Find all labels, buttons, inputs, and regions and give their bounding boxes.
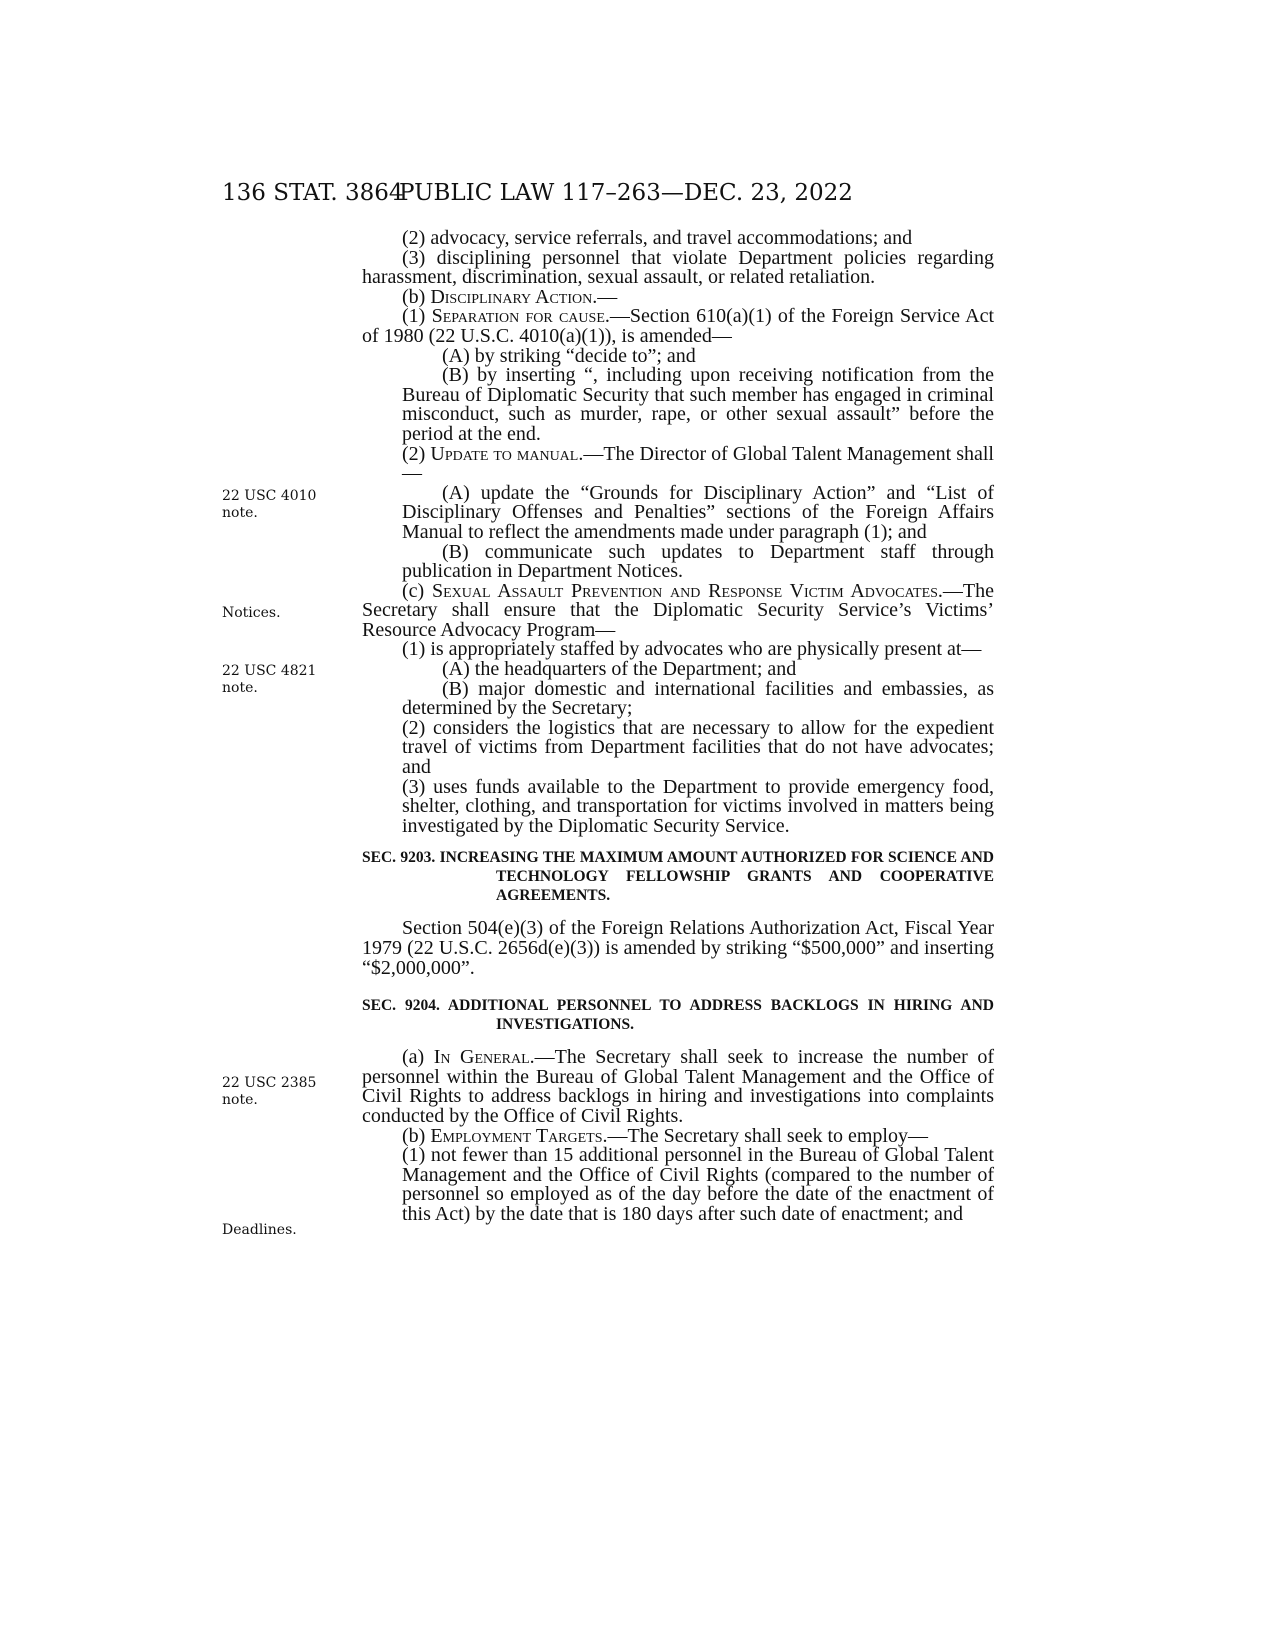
paragraph: (3) disciplining personnel that violate Department policies regarding harassment, discrimination, sexual assault, or related retaliation. [362,246,994,289]
section-heading-9204: SEC. 9204. ADDITIONAL PERSONNEL TO ADDRESS BACKLOGS IN HIRING AND INVESTIGATIONS. [362,997,994,1034]
public-law-title: PUBLIC LAW 117–263—DEC. 23, 2022 [399,180,853,206]
paragraph: (B) major domestic and international facilities and embassies, as determined by the Secretary; [402,677,994,720]
body-text [362,229,994,1225]
page-header [222,180,994,220]
paragraph: (B) by inserting “, including upon receiving notification from the Bureau of Diplomatic Security that such member has engaged in criminal misconduct, such as murder, rape, or other sexual assault” before the period at the end. [402,364,994,445]
stat-citation: 136 STAT. 3864 [222,180,404,206]
paragraph: (A) the headquarters of the Department; and [442,658,797,681]
paragraph: (b) Employment Targets.—The Secretary shall seek to employ— [402,1124,928,1147]
paragraph: (2) considers the logistics that are necessary to allow for the expedient travel of victims from Department facilities that do not have advocates; and [402,716,994,779]
paragraph: (B) communicate such updates to Department staff through publication in Department Notices. [402,540,994,583]
paragraph: (a) In General.—The Secretary shall seek to increase the number of personnel within the Bureau of Global Talent Management and the Office of Civil Rights to address backlogs in hiring and investigations into complaints conducted by the Office of Civil Rights. [362,1046,994,1127]
margin-note-notices: Notices. [222,605,281,621]
paragraph: (2) Update to manual.—The Director of Global Talent Management shall— [402,442,994,485]
paragraph: (1) Separation for cause.—Section 610(a)(1) of the Foreign Service Act of 1980 (22 U.S.C. 4010(a)(1)), is amended— [362,305,995,347]
paragraph: (2) advocacy, service referrals, and travel accommodations; and [402,227,913,249]
margin-note-usc-2385: 22 USC 2385 note. [222,1075,317,1108]
section-heading-9203: SEC. 9203. INCREASING THE MAXIMUM AMOUNT AUTHORIZED FOR SCIENCE AND TECHNOLOGY FELLOWSHIP GRANTS AND COOPERATIVE AGREEMENTS. [362,849,994,905]
paragraph: (A) by striking “decide to”; and [442,344,696,367]
paragraph: Section 504(e)(3) of the Foreign Relations Authorization Act, Fiscal Year 1979 (22 U.S.C. 2656d(e)(3)) is amended by striking “$500,000” and inserting “$2,000,000”. [362,917,994,979]
paragraph: (1) not fewer than 15 additional personnel in the Bureau of Global Talent Management and the Office of Civil Rights (compared to the number of personnel so employed as of the day before the date of the enactment of this Act) by the date that is 180 days after such date of enactment; and [402,1144,994,1225]
margin-note-usc-4821: 22 USC 4821 note. [222,663,317,696]
paragraph: (3) uses funds available to the Department to provide emergency food, shelter, clothing, and transportation for victims involved in matters being investigated by the Diplomatic Security Service. [402,775,994,837]
subsection-c-heading: (c) Sexual Assault Prevention and Response Victim Advocates.—The Secretary shall ensure that the Diplomatic Security Service’s Victims’ Resource Advocacy Program— [362,579,994,641]
subsection-b-heading: (b) Disciplinary Action.— [402,285,618,308]
margin-note-deadlines: Deadlines. [222,1222,297,1238]
paragraph: (A) update the “Grounds for Disciplinary Action” and “List of Disciplinary Offenses and Penalties” sections of the Foreign Affairs Manual to reflect the amendments made under paragraph (1); and [402,481,994,543]
paragraph: (1) is appropriately staffed by advocates who are physically present at— [402,638,982,661]
margin-note-usc-4010: 22 USC 4010 note. [222,488,317,521]
